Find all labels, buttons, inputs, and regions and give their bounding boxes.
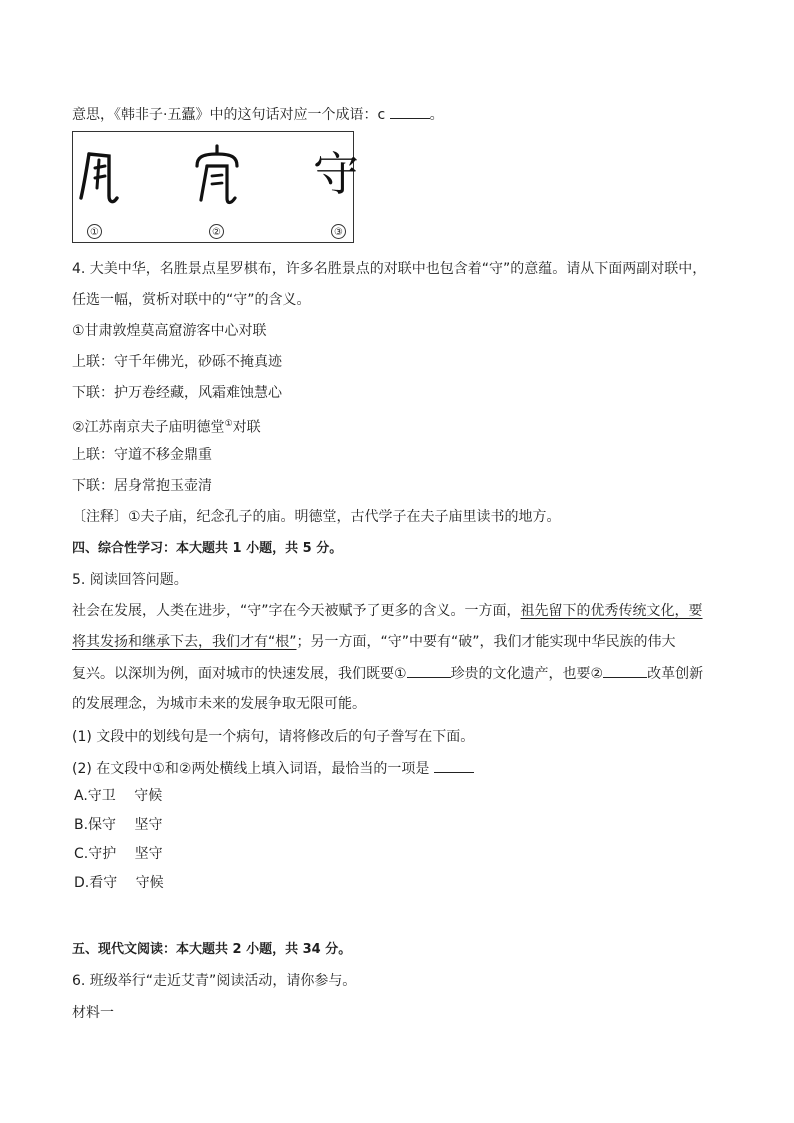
passage-line-3: 复兴。以深圳为例，面对城市的快速发展，我们既要① 珍贵的文化遗产，也要② 改革创新 <box>72 663 703 684</box>
couplet-1-lower: 下联：护万卷经藏，风霜难蚀慧心 <box>72 385 282 401</box>
section-5-heading: 五、现代文阅读：本大题共 2 小题，共 34 分。 <box>72 942 352 957</box>
passage-line-2: 将其发扬和继承下去，我们才有“根”；另一方面，“守”中要有“破”，我们才能实现中华民族的伟大 <box>72 634 676 650</box>
blank-1 <box>407 663 451 678</box>
figure-number-2: ② <box>209 224 224 239</box>
passage-line-4: 的发展理念，为城市未来的发展争取无限可能。 <box>72 696 366 712</box>
figure-number-3: ③ <box>331 224 346 239</box>
section-4-heading: 四、综合性学习：本大题共 1 小题，共 5 分。 <box>72 541 343 556</box>
figure-number-1: ① <box>87 224 102 239</box>
seal-script-figure <box>72 131 359 243</box>
underlined-sentence-part-2: 将其发扬和继承下去，我们才有“根” <box>72 634 297 650</box>
passage-line-1: 社会在发展，人类在进步，“守”字在今天被赋予了更多的含义。一方面，祖先留下的优秀传统文化，要 <box>72 603 703 619</box>
couplet-2-upper: 上联：守道不移金鼎重 <box>72 447 212 463</box>
question-5-title: 5. 阅读回答问题。 <box>72 572 188 588</box>
footnote-marker: ① <box>224 419 233 429</box>
couplet-1-title: ①甘肃敦煌莫高窟游客中心对联 <box>72 323 267 339</box>
sub-question-1: (1) 文段中的划线句是一个病句，请将修改后的句子誊写在下面。 <box>72 729 475 745</box>
answer-blank-2 <box>434 758 474 773</box>
annotation-note: 〔注释〕①夫子庙，纪念孔子的庙。明德堂，古代学子在夫子庙里读书的地方。 <box>72 509 561 525</box>
q3-period: 。 <box>429 107 444 123</box>
answer-blank <box>390 104 430 119</box>
question-6-title: 6. 班级举行“走近艾青”阅读活动，请你参与。 <box>72 973 357 989</box>
option-a: A.守卫 守候 <box>74 788 163 804</box>
seal-glyph-2 <box>191 144 243 210</box>
underlined-sentence-part-1: 祖先留下的优秀传统文化，要 <box>520 603 703 619</box>
question-3-ending <box>72 104 444 125</box>
seal-glyph-3: 守 <box>313 147 359 201</box>
option-b: B.保守 坚守 <box>74 817 163 833</box>
option-c: C.守护 坚守 <box>74 846 163 862</box>
q3-text: 意思，《韩非子·五蠹》中的这句话对应一个成语：c <box>72 107 390 123</box>
blank-2 <box>603 663 647 678</box>
seal-glyph-1 <box>75 146 121 208</box>
couplet-1-upper: 上联：守千年佛光，砂砾不掩真迹 <box>72 354 282 370</box>
sub-question-2: (2) 在文段中①和②两处横线上填入词语，最恰当的一项是 <box>72 758 474 779</box>
question-4-line-2: 任选一幅，赏析对联中的“守”的含义。 <box>72 292 311 308</box>
couplet-2-title: ②江苏南京夫子庙明德堂①对联 <box>72 419 261 436</box>
material-1-label: 材料一 <box>72 1005 114 1021</box>
option-d: D.看守 守候 <box>74 875 164 891</box>
question-4-line-1: 4. 大美中华，名胜景点星罗棋布，许多名胜景点的对联中也包含着“守”的意蕴。请从下面两副对联中， <box>72 261 707 277</box>
couplet-2-lower: 下联：居身常抱玉壶清 <box>72 478 212 494</box>
